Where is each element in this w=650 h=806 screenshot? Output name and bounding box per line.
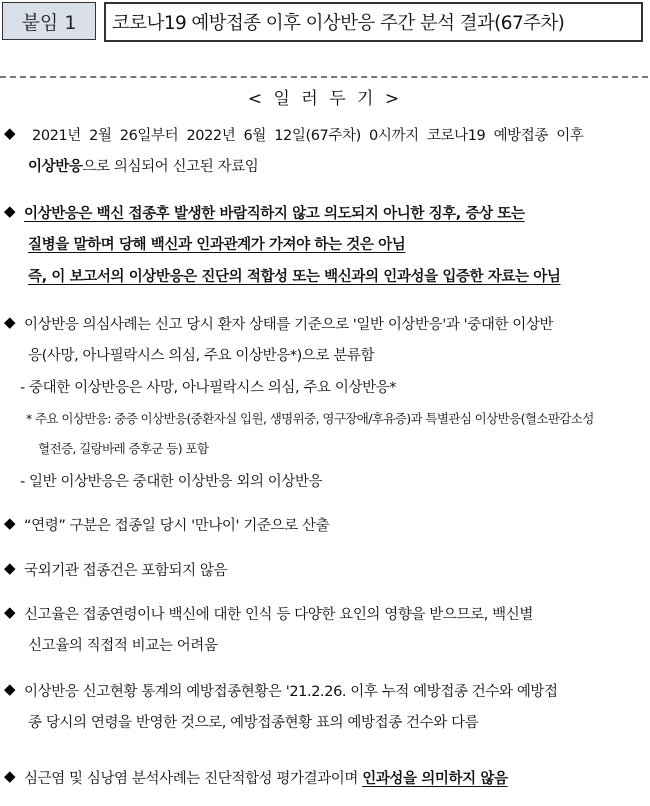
diamond-bullet-icon: ◆ [4, 767, 16, 785]
attachment-label: 붙임 1 [2, 2, 96, 40]
notice-text: 국외기관 접종건은 포함되지 않음 [24, 563, 228, 579]
diamond-bullet-icon: ◆ [4, 680, 16, 698]
sub-item-text: - 중대한 이상반응은 사망, 아나필락시스 의심, 주요 이상반응* [20, 380, 397, 396]
notice-text: 신고율의 직접적 비교는 어려움 [28, 638, 218, 654]
notice-text: 이상반응은 백신 접종후 발생한 바람직하지 않고 의도되지 아니한 징후, 증상 또는 [24, 206, 525, 222]
dashed-divider [0, 76, 648, 78]
notice-text: “연령” 구분은 접종일 당시 '만나이' 기준으로 산출 [24, 518, 330, 534]
notice-text: 신고율은 접종연령이나 백신에 대한 인식 등 다양한 요인의 영향을 받으므로, 백신별 [24, 607, 533, 623]
sub-item-text: - 일반 이상반응은 중대한 이상반응 외의 이상반응 [20, 474, 323, 490]
notice-text: 이상반응 신고현황 통계의 예방접종현황은 '21.2.26. 이후 누적 예방접종 건수와 예방접 [24, 684, 558, 700]
notice-text [28, 155, 258, 176]
diamond-bullet-icon: ◆ [4, 202, 16, 220]
diamond-bullet-icon: ◆ [4, 559, 16, 577]
notice-text [24, 767, 508, 788]
notice-text: 이상반응 의심사례는 신고 당시 환자 상태를 기준으로 '일반 이상반응'과 '중대한 이상반 [24, 317, 554, 333]
footnote-text: 혈전증, 길랑바레 증후군 등) 포함 [38, 441, 209, 456]
notice-text-main: 심근염 및 심낭염 분석사례는 진단적합성 평가결과이며 [24, 771, 363, 787]
notice-text: 응(사망, 아나필락시스 의심, 주요 이상반응*)으로 분류함 [28, 348, 375, 364]
diamond-bullet-icon: ◆ [4, 313, 16, 331]
diamond-bullet-icon: ◆ [4, 603, 16, 621]
diamond-bullet-icon: ◆ [4, 124, 16, 142]
notice-text-rest: 으로 의심되어 신고된 자료임 [82, 159, 259, 175]
emphasis-text: 이상반응 [28, 159, 83, 175]
notice-text: 종 당시의 연령을 반영한 것으로, 예방접종현황 표의 예방접종 건수와 다름 [28, 715, 479, 731]
document-title: 코로나19 예방접종 이후 이상반응 주간 분석 결과(67주차) [104, 2, 643, 42]
diamond-bullet-icon: ◆ [4, 514, 16, 532]
section-title: < 일 러 두 기 > [247, 89, 403, 109]
emphasis-text: 인과성을 의미하지 않음 [362, 771, 508, 787]
footnote-text: * 주요 이상반응: 중증 이상반응(중환자실 입원, 생명위중, 영구장애/후유증)과 특별관심 이상반응(혈소판감소성 [26, 411, 594, 426]
notice-text: 즉, 이 보고서의 이상반응은 진단의 적합성 또는 백신과의 인과성을 입증한 자료는 아님 [28, 269, 561, 285]
notice-text: 2021년 2월 26일부터 2022년 6월 12일(67주차) 0시까지 코로나19 예방접종 이후 [32, 128, 584, 144]
notice-text: 질병을 말하며 당해 백신과 인과관계가 가져야 하는 것은 아님 [28, 237, 406, 253]
